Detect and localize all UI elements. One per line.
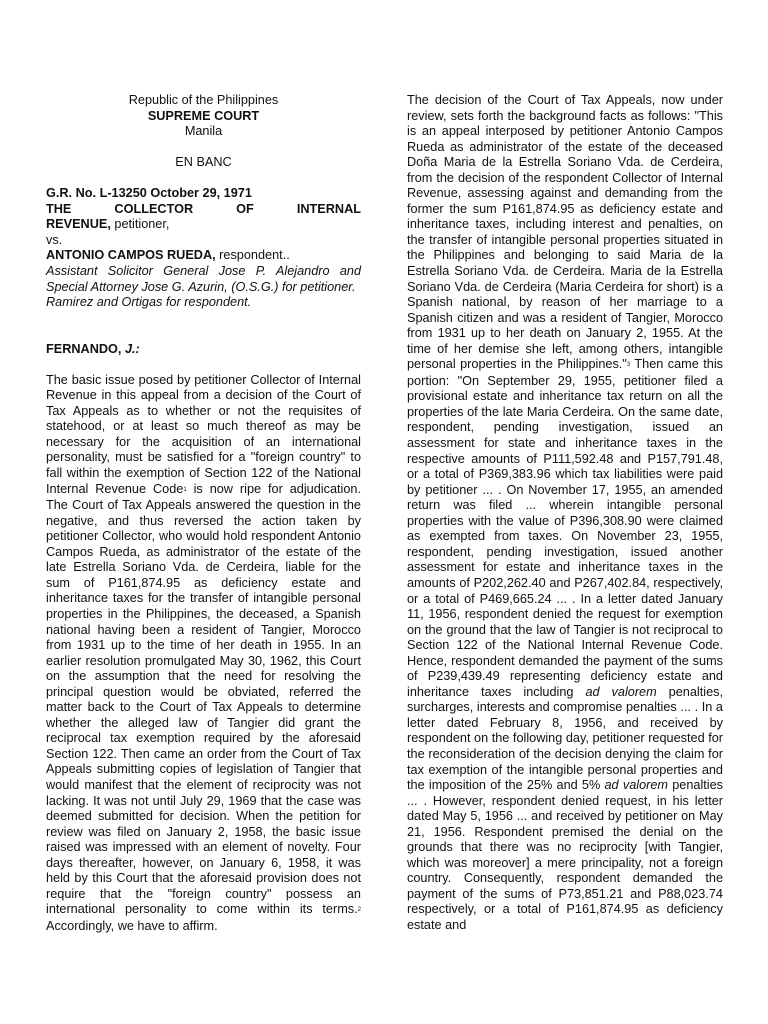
court-heading: SUPREME COURT xyxy=(147,108,260,123)
case-number: G.R. No. L-13250 October 29, 1971 xyxy=(46,186,252,201)
para2-text-c: penalties, surcharges, interests and compromise penalties ... . In a letter dated February 8, 1956, and received by respondent on the following day, petitioner requested for the reconsideration of the decision denying the claim for tax exemption of the intangible personal properties and the imposition of the 25% and 5% xyxy=(407,684,723,793)
para2-text-b: Then came this portion: "On September 29, 1955, petitioner filed a provisional estate and inheritance tax return on all the properties of the late Maria Cerdeira. On the same date, respondent, pending investigation, issued an assessment for state and inheritance taxes in the respective amounts of P111,592.48 and P157,791.48, or a total of P369,383.96 which tax liabilities were paid by petitioner ... . On November 17, 1955, an amended return was filed ... wherein intangible personal properties with the value of P396,308.90 were claimed as exempted from taxes. On November 23, 1955, respondent, pending investigation, issued another assessment for estate and inheritance taxes in the amounts of P202,262.40 and P267,402.84, respectively, or a total of P469,665.24 ... . In a letter dated January 11, 1956, respondent denied the request for exemption on the ground that the law of Tangier is not reciprocal to Section 122 of the National Internal Revenue Code. Hence, respondent demanded the payment of the sums of P239,439.49 representing deficiency estate and inheritance taxes including xyxy=(407,357,723,699)
city-heading: Manila xyxy=(184,124,223,139)
ad-valorem-term: ad valorem xyxy=(585,684,657,699)
petitioner-line xyxy=(46,217,361,233)
para2-text-a: The decision of the Court of Tax Appeals, now under review, sets forth the background facts as follows: "This is an appeal interposed by petitioner Antonio Campos Rueda as administrator of the estate of the deceased Doña Maria de la Estrella Soriano Vda. de Cerdeira, from the decision of the respondent Collector of Internal Revenue, assessing against and demanding from the former the sum P161,874.95 as deficiency estate and inheritance taxes, including interest and penalties, on the transfer of intangible personal properties situated in the Philippines and belonging to said Maria de la Estrella Soriano Vda. de Cerdeira. Maria de la Estrella Soriano Vda. de Cerdeira (Maria Cerdeira for short) is a Spanish national, by reason of her marriage to a Spanish citizen and was a resident of Tangier, Morocco from 1931 up to her death on January 2, 1955. At the time of her demise she left, among others, intangible personal properties in the Philippines." xyxy=(407,93,723,372)
para1-text-b: is now ripe for adjudication. The Court of Tax Appeals answered the question in the negative, and thus reversed the action taken by petitioner Collector, who would hold respondent Antonio Campos Rueda, as administrator of the estate of the late Estrella Soriano Vda. de Cerdeira, liable for the sum of P161,874.95 as deficiency estate and inheritance taxes for the transfer of intangible personal properties in the Philippines, the deceased, a Spanish national having been a resident of Tangier, Morocco from 1931 up to the time of her death in 1955. In an earlier resolution promulgated May 30, 1962, this Court on the assumption that the need for resolving the principal question would be obviated, referred the matter back to the Court of Tax Appeals to determine whether the alleged law of Tangier did grant the reciprocal tax exemption required by the aforesaid Section 122. Then came an order from the Court of Tax Appeals submitting copies of legislation of Tangier that would manifest that the element of reciprocity was not lacking. It was not until July 29, 1969 that the case was deemed submitted for decision. When the petition for review was filed on January 2, 1958, the basic issue raised was impressed with an element of novelty. Four days thereafter, however, on January 6, 1958, it was held by this Court that the aforesaid provision does not require that the "foreign country" possess an international personality to come within its terms. xyxy=(46,481,361,917)
counsel-petitioner: Assistant Solicitor General Jose P. Alejandro and Special Attorney Jose G. Azurin, (O.S.G.) for petitioner. xyxy=(46,264,361,294)
republic-heading: Republic of the Philippines xyxy=(128,93,279,107)
right-column xyxy=(407,93,723,934)
ponente-suffix: J.: xyxy=(121,341,140,356)
ad-valorem-term-2: ad valorem xyxy=(604,778,668,793)
respondent-line xyxy=(46,248,361,264)
ponente xyxy=(46,342,361,358)
respondent-name: ANTONIO CAMPOS RUEDA, xyxy=(46,248,216,263)
opinion-paragraph-2 xyxy=(407,93,723,934)
footnote-ref-1[interactable]: 1 xyxy=(183,486,187,493)
para2-text-d: penalties ... . However, respondent denied request, in his letter dated May 5, 1956 ... and received by petitioner on May 21, 1956. Respondent premised the denial on the grounds that there was no reciprocity [with Tangier, which was moreover] a mere principality, not a foreign country. Consequently, respondent demanded the payment of the sums of P73,851.21 and P88,023.74 respectively, or a total of P161,874.95 as deficiency estate and xyxy=(407,778,724,932)
counsel-respondent: Ramirez and Ortigas for respondent. xyxy=(46,295,252,310)
para1-text-c: Accordingly, we have to affirm. xyxy=(46,918,218,933)
footnote-ref-2[interactable]: 2 xyxy=(357,907,361,914)
petitioner-name: THE COLLECTOR OF INTERNAL xyxy=(46,201,361,216)
opinion-paragraph-1 xyxy=(46,373,361,935)
petitioner-role: petitioner, xyxy=(110,217,170,232)
petitioner-name-cont: REVENUE, xyxy=(46,217,111,232)
left-column xyxy=(46,93,361,934)
en-banc-heading: EN BANC xyxy=(175,155,232,170)
versus: vs. xyxy=(46,232,63,247)
ponente-name: FERNANDO, xyxy=(46,341,122,356)
para1-text-a: The basic issue posed by petitioner Collector of Internal Revenue in this appeal from a decision of the Court of Tax Appeals as to whether or not the requisites of statehood, or at least so much thereof as may be necessary for the acquisition of an international personality, must be satisfied for a "foreign country" to fall within the exemption of Section 122 of the National Internal Revenue Code xyxy=(46,372,361,496)
respondent-role: respondent.. xyxy=(215,248,290,263)
footnote-ref-3[interactable]: 3 xyxy=(626,362,631,369)
